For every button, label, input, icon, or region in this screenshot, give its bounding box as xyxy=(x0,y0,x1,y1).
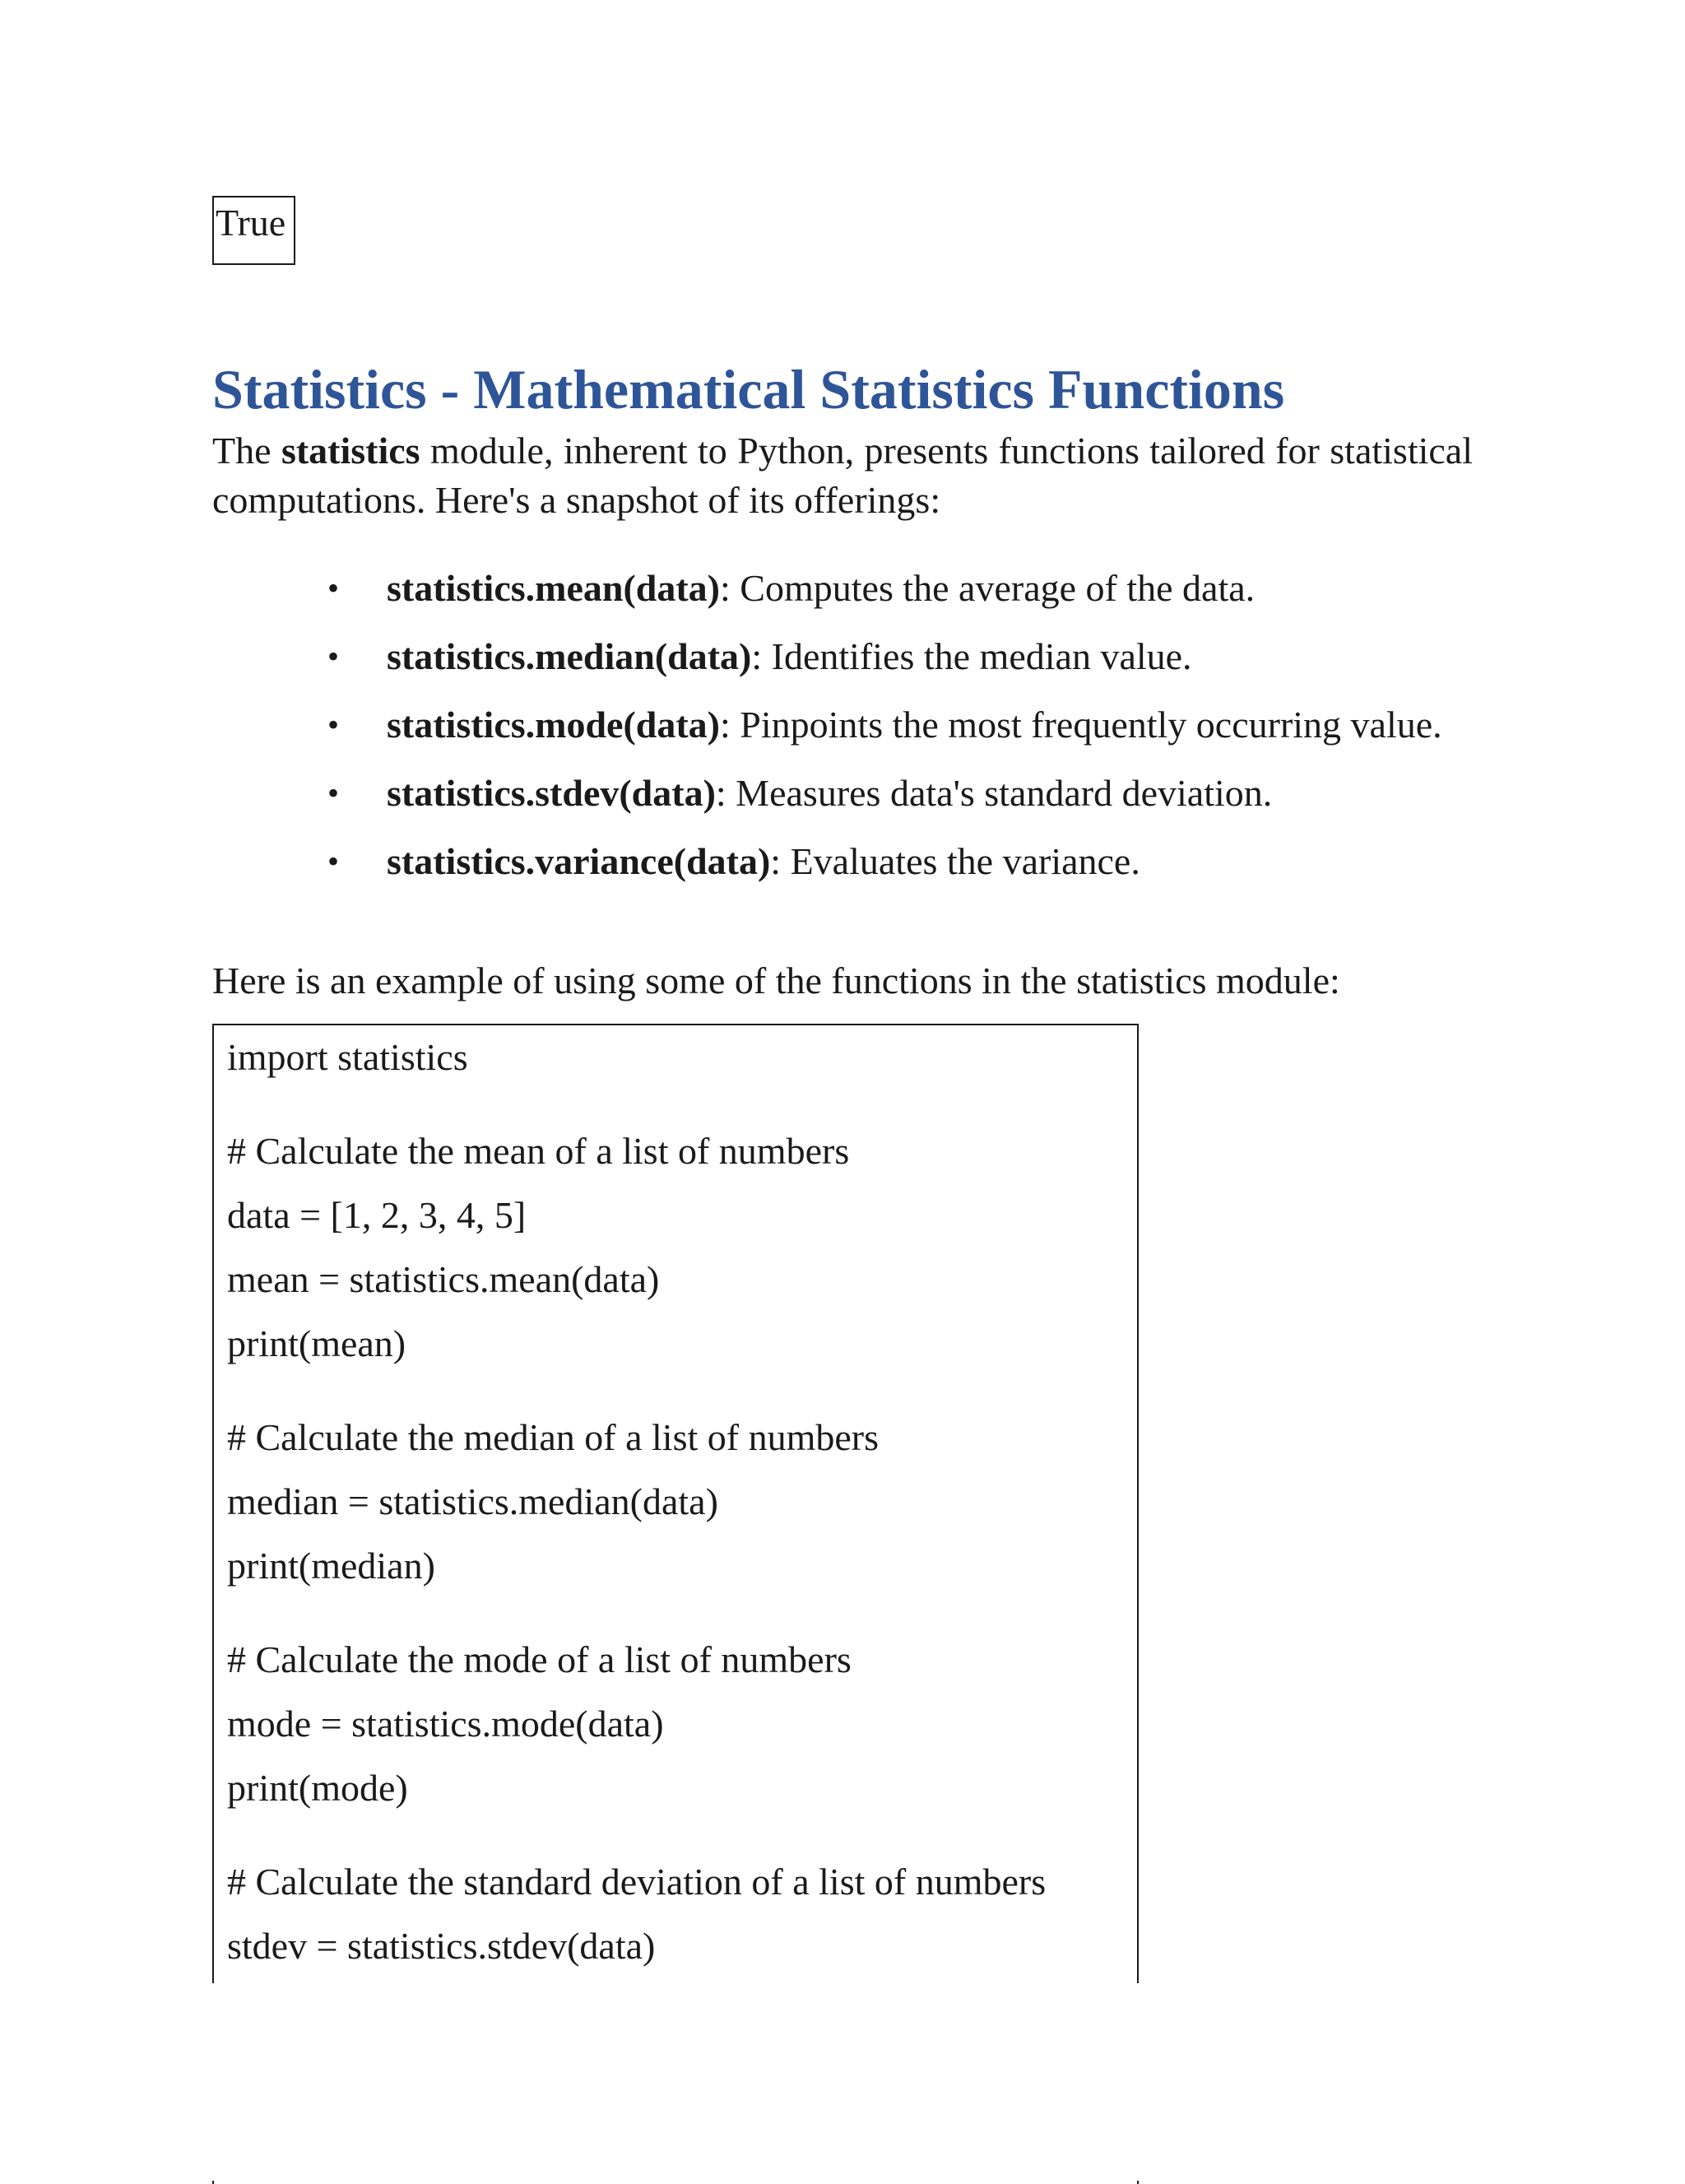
list-item xyxy=(212,769,1473,817)
function-name: statistics.variance(data) xyxy=(387,840,771,882)
intro-paragraph xyxy=(212,426,1473,525)
code-line: print(mean) xyxy=(227,1322,406,1364)
code-group-median xyxy=(227,1406,1130,1598)
function-description: : Measures data's standard deviation. xyxy=(715,772,1273,814)
code-line: print(mode) xyxy=(227,1767,408,1809)
bullet-icon: • xyxy=(327,774,340,811)
function-name: statistics.stdev(data) xyxy=(387,772,716,814)
bullet-icon: • xyxy=(327,569,340,606)
list-item xyxy=(212,633,1473,681)
code-comment: # Calculate the standard deviation of a list of numbers xyxy=(227,1861,1047,1903)
code-comment: # Calculate the mean of a list of numbers xyxy=(227,1130,850,1172)
code-group-mode xyxy=(227,1628,1130,1820)
function-description: : Evaluates the variance. xyxy=(770,840,1140,882)
code-group-import xyxy=(227,1025,1130,1090)
bullet-icon: • xyxy=(327,638,340,675)
list-item xyxy=(212,565,1473,612)
code-line: mean = statistics.mean(data) xyxy=(227,1258,660,1300)
bullet-icon: • xyxy=(327,706,340,743)
list-item xyxy=(212,701,1473,749)
function-name: statistics.mean(data) xyxy=(387,567,720,609)
code-comment: # Calculate the mode of a list of numbers xyxy=(227,1638,852,1680)
intro-text-rest: module, inherent to Python, presents functions tailored for statistical computations. Here's a snapshot of its offerings: xyxy=(212,430,1473,521)
page-bottom-margin xyxy=(0,1983,1685,2181)
function-name: statistics.median(data) xyxy=(387,635,752,677)
bullet-icon: • xyxy=(327,843,340,880)
code-content xyxy=(227,1025,1130,2008)
code-line: data = [1, 2, 3, 4, 5] xyxy=(227,1194,527,1236)
example-intro: Here is an example of using some of the functions in the statistics module: xyxy=(212,960,1340,1001)
section-title: Statistics - Mathematical Statistics Functions xyxy=(212,358,1285,421)
function-list xyxy=(212,565,1473,906)
code-line: stdev = statistics.stdev(data) xyxy=(227,1925,656,1967)
intro-module-name: statistics xyxy=(281,430,420,472)
code-group-stdev xyxy=(227,1850,1130,1978)
code-line: mode = statistics.mode(data) xyxy=(227,1703,664,1745)
true-value-box xyxy=(212,196,295,265)
function-description: : Computes the average of the data. xyxy=(720,567,1256,609)
function-description: : Identifies the median value. xyxy=(751,635,1192,677)
code-line: print(median) xyxy=(227,1545,435,1587)
function-description: : Pinpoints the most frequently occurring value. xyxy=(720,704,1442,746)
list-item xyxy=(212,838,1473,885)
code-line: median = statistics.median(data) xyxy=(227,1480,718,1522)
code-line: import statistics xyxy=(227,1036,468,1078)
function-name: statistics.mode(data) xyxy=(387,704,720,746)
code-group-mean xyxy=(227,1119,1130,1376)
true-value-text: True xyxy=(216,202,286,244)
code-comment: # Calculate the median of a list of numbers xyxy=(227,1416,879,1458)
intro-text-start: The xyxy=(212,430,281,472)
